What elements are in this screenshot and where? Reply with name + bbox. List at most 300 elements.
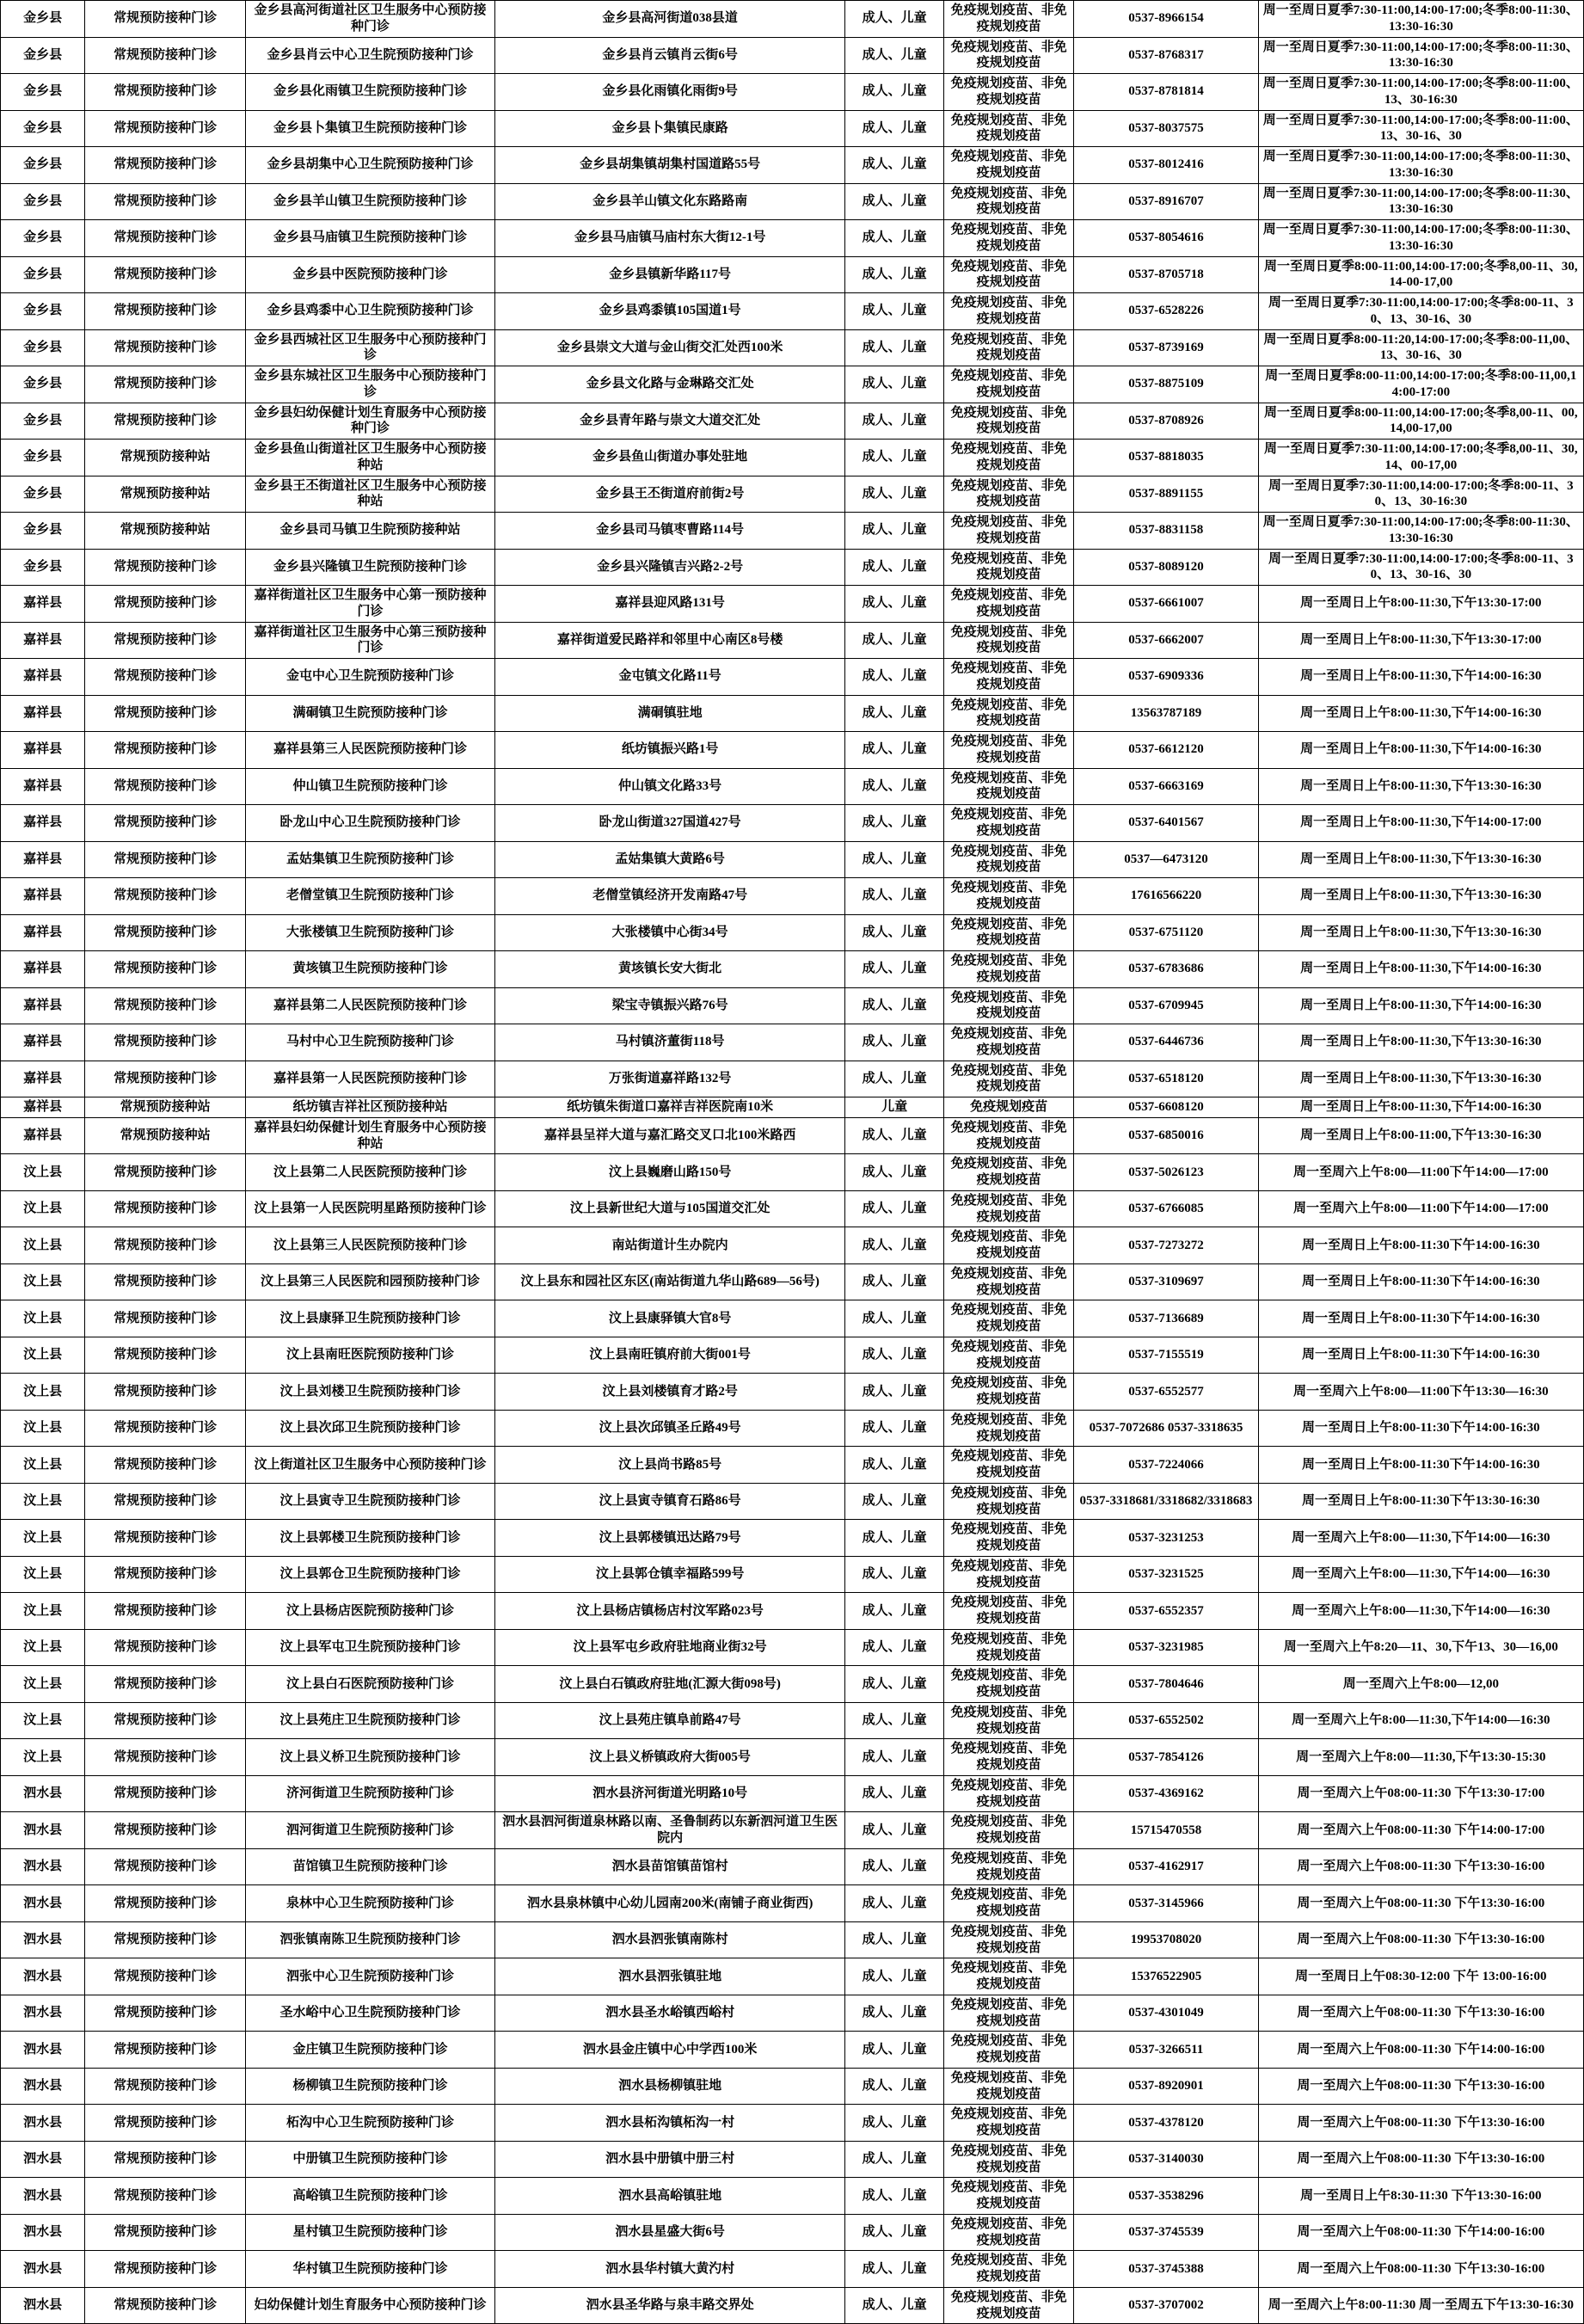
table-row xyxy=(1,1154,1584,1191)
cell-county: 汶上县 xyxy=(1,1702,85,1739)
table-row xyxy=(1,1097,1584,1118)
cell-vaccine-type: 免疫规划疫苗、非免疫规划疫苗 xyxy=(943,1483,1073,1520)
cell-clinic-type: 常规预防接种门诊 xyxy=(85,1154,246,1191)
cell-service-population: 成人、儿童 xyxy=(845,513,944,550)
cell-clinic-type: 常规预防接种门诊 xyxy=(85,1593,246,1630)
cell-phone: 0537-6612120 xyxy=(1074,732,1258,769)
cell-service-population: 成人、儿童 xyxy=(845,878,944,915)
table-row xyxy=(1,2178,1584,2215)
cell-vaccine-type: 免疫规划疫苗、非免疫规划疫苗 xyxy=(943,1556,1073,1593)
cell-service-hours: 周一至周日上午8:00-11:30,下午14:00-16:30 xyxy=(1258,1097,1583,1118)
cell-clinic-name: 汶上县义桥卫生院预防接种门诊 xyxy=(245,1739,494,1776)
table-body xyxy=(1,1,1584,2324)
cell-address: 满硐镇驻地 xyxy=(494,695,844,732)
cell-clinic-name: 汶上县郭仓卫生院预防接种门诊 xyxy=(245,1556,494,1593)
cell-service-population: 成人、儿童 xyxy=(845,2178,944,2215)
cell-county: 金乡县 xyxy=(1,37,85,74)
cell-service-population: 成人、儿童 xyxy=(845,1024,944,1061)
cell-service-hours: 周一至周日上午8:00-11:30,下午13:30-17:00 xyxy=(1258,622,1583,659)
cell-service-hours: 周一至周日夏季8:00-11:00,14:00-17:00;冬季8:00-11,00,14:00-17:00 xyxy=(1258,366,1583,403)
cell-service-hours: 周一至周日上午8:00-11:30下午14:00-16:30 xyxy=(1258,1263,1583,1300)
cell-service-population: 成人、儿童 xyxy=(845,987,944,1024)
cell-phone: 0537-6709945 xyxy=(1074,987,1258,1024)
cell-county: 嘉祥县 xyxy=(1,1061,85,1097)
table-row xyxy=(1,1629,1584,1666)
cell-service-hours: 周一至周日上午8:00-11:30,下午14:00-16:30 xyxy=(1258,695,1583,732)
cell-county: 金乡县 xyxy=(1,476,85,513)
cell-address: 汶上县尚书路85号 xyxy=(494,1447,844,1484)
cell-county: 嘉祥县 xyxy=(1,659,85,696)
cell-clinic-type: 常规预防接种站 xyxy=(85,440,246,476)
table-row xyxy=(1,1024,1584,1061)
cell-address: 泗水县济河街道光明路10号 xyxy=(494,1775,844,1812)
table-row xyxy=(1,513,1584,550)
cell-clinic-name: 汶上县苑庄卫生院预防接种门诊 xyxy=(245,1702,494,1739)
cell-clinic-type: 常规预防接种门诊 xyxy=(85,1447,246,1484)
cell-clinic-type: 常规预防接种门诊 xyxy=(85,37,246,74)
cell-service-hours: 周一至周日上午8:00-11:30,下午14:00-16:30 xyxy=(1258,659,1583,696)
cell-service-population: 成人、儿童 xyxy=(845,1061,944,1097)
cell-vaccine-type: 免疫规划疫苗、非免疫规划疫苗 xyxy=(943,695,1073,732)
cell-service-population: 成人、儿童 xyxy=(845,1556,944,1593)
cell-clinic-type: 常规预防接种门诊 xyxy=(85,1374,246,1411)
cell-phone: 0537-4378120 xyxy=(1074,2105,1258,2142)
cell-clinic-type: 常规预防接种门诊 xyxy=(85,329,246,366)
cell-county: 金乡县 xyxy=(1,513,85,550)
cell-county: 金乡县 xyxy=(1,403,85,440)
cell-phone: 0537-6663169 xyxy=(1074,768,1258,805)
cell-service-population: 成人、儿童 xyxy=(845,1593,944,1630)
cell-service-population: 成人、儿童 xyxy=(845,1410,944,1447)
cell-clinic-type: 常规预防接种门诊 xyxy=(85,293,246,330)
cell-vaccine-type: 免疫规划疫苗、非免疫规划疫苗 xyxy=(943,220,1073,257)
cell-phone: 0537-4301049 xyxy=(1074,1995,1258,2032)
table-row xyxy=(1,476,1584,513)
cell-phone: 0537-8818035 xyxy=(1074,440,1258,476)
cell-address: 汶上县寅寺镇育石路86号 xyxy=(494,1483,844,1520)
cell-address: 嘉祥县呈祥大道与嘉汇路交叉口北100米路西 xyxy=(494,1117,844,1154)
cell-address: 泗水县柘沟镇柘沟一村 xyxy=(494,2105,844,2142)
cell-address: 泗水县泗张镇驻地 xyxy=(494,1958,844,1995)
cell-address: 金乡县肖云镇肖云街6号 xyxy=(494,37,844,74)
cell-clinic-name: 金乡县鸡黍中心卫生院预防接种门诊 xyxy=(245,293,494,330)
cell-clinic-type: 常规预防接种门诊 xyxy=(85,805,246,842)
table-row xyxy=(1,2214,1584,2251)
cell-clinic-name: 柘沟中心卫生院预防接种门诊 xyxy=(245,2105,494,2142)
cell-clinic-name: 嘉祥街道社区卫生服务中心第三预防接种门诊 xyxy=(245,622,494,659)
cell-clinic-type: 常规预防接种门诊 xyxy=(85,2032,246,2069)
cell-service-hours: 周一至周六上午08:00-11:30 下午13:30-16:00 xyxy=(1258,1848,1583,1885)
cell-clinic-name: 金乡县肖云中心卫生院预防接种门诊 xyxy=(245,37,494,74)
cell-county: 嘉祥县 xyxy=(1,878,85,915)
cell-county: 金乡县 xyxy=(1,220,85,257)
cell-county: 嘉祥县 xyxy=(1,695,85,732)
cell-vaccine-type: 免疫规划疫苗、非免疫规划疫苗 xyxy=(943,1190,1073,1227)
table-row xyxy=(1,1702,1584,1739)
cell-service-hours: 周一至周日上午8:00-11:30下午14:00-16:30 xyxy=(1258,1227,1583,1264)
cell-clinic-type: 常规预防接种站 xyxy=(85,513,246,550)
cell-service-population: 成人、儿童 xyxy=(845,695,944,732)
cell-phone: 0537-8739169 xyxy=(1074,329,1258,366)
cell-county: 汶上县 xyxy=(1,1227,85,1264)
cell-clinic-type: 常规预防接种门诊 xyxy=(85,147,246,184)
cell-county: 嘉祥县 xyxy=(1,768,85,805)
cell-service-population: 成人、儿童 xyxy=(845,951,944,988)
cell-clinic-name: 汶上县杨店医院预防接种门诊 xyxy=(245,1593,494,1630)
cell-vaccine-type: 免疫规划疫苗、非免疫规划疫苗 xyxy=(943,329,1073,366)
cell-clinic-name: 老僧堂镇卫生院预防接种门诊 xyxy=(245,878,494,915)
cell-clinic-type: 常规预防接种门诊 xyxy=(85,1227,246,1264)
table-row xyxy=(1,2251,1584,2288)
table-row xyxy=(1,1300,1584,1337)
cell-service-population: 成人、儿童 xyxy=(845,74,944,111)
cell-county: 金乡县 xyxy=(1,110,85,147)
cell-service-hours: 周一至周日上午8:00-11:30,下午13:30-16:30 xyxy=(1258,841,1583,878)
cell-service-population: 成人、儿童 xyxy=(845,366,944,403)
cell-phone: 0537-8831158 xyxy=(1074,513,1258,550)
cell-address: 泗水县苗馆镇苗馆村 xyxy=(494,1848,844,1885)
cell-phone: 15715470558 xyxy=(1074,1812,1258,1849)
cell-phone: 19953708020 xyxy=(1074,1921,1258,1958)
table-row xyxy=(1,329,1584,366)
cell-address: 马村镇济董街118号 xyxy=(494,1024,844,1061)
cell-address: 金乡县马庙镇马庙村东大街12-1号 xyxy=(494,220,844,257)
cell-phone: 0537-6401567 xyxy=(1074,805,1258,842)
cell-service-hours: 周一至周六上午08:00-11:30 下午14:00-17:00 xyxy=(1258,1812,1583,1849)
cell-service-hours: 周一至周日夏季8:00-11:20,14:00-17:00;冬季8:00-11,00、13、30-16、30 xyxy=(1258,329,1583,366)
cell-address: 泗水县华村镇大黄汋村 xyxy=(494,2251,844,2288)
cell-address: 孟姑集镇大黄路6号 xyxy=(494,841,844,878)
cell-county: 汶上县 xyxy=(1,1190,85,1227)
cell-phone: 0537-3109697 xyxy=(1074,1263,1258,1300)
cell-service-hours: 周一至周日夏季7:30-11:00,14:00-17:00;冬季8:00-11、30、13、30-16:30 xyxy=(1258,476,1583,513)
cell-clinic-type: 常规预防接种门诊 xyxy=(85,1958,246,1995)
cell-vaccine-type: 免疫规划疫苗、非免疫规划疫苗 xyxy=(943,1154,1073,1191)
table-row xyxy=(1,1995,1584,2032)
cell-clinic-name: 金乡县兴隆镇卫生院预防接种门诊 xyxy=(245,549,494,586)
cell-service-population: 成人、儿童 xyxy=(845,1848,944,1885)
table-row xyxy=(1,2141,1584,2178)
table-row xyxy=(1,1,1584,38)
cell-clinic-type: 常规预防接种门诊 xyxy=(85,1337,246,1374)
cell-county: 泗水县 xyxy=(1,2251,85,2288)
cell-service-population: 成人、儿童 xyxy=(845,659,944,696)
cell-clinic-name: 金乡县化雨镇卫生院预防接种门诊 xyxy=(245,74,494,111)
cell-county: 汶上县 xyxy=(1,1483,85,1520)
cell-phone: 0537-8708926 xyxy=(1074,403,1258,440)
cell-vaccine-type: 免疫规划疫苗、非免疫规划疫苗 xyxy=(943,1117,1073,1154)
cell-service-population: 成人、儿童 xyxy=(845,1775,944,1812)
cell-county: 嘉祥县 xyxy=(1,914,85,951)
cell-vaccine-type: 免疫规划疫苗、非免疫规划疫苗 xyxy=(943,987,1073,1024)
cell-vaccine-type: 免疫规划疫苗、非免疫规划疫苗 xyxy=(943,37,1073,74)
table-row xyxy=(1,841,1584,878)
table-row xyxy=(1,1812,1584,1849)
cell-phone: 0537-7155519 xyxy=(1074,1337,1258,1374)
cell-service-population: 成人、儿童 xyxy=(845,1154,944,1191)
cell-clinic-name: 泗张镇南陈卫生院预防接种门诊 xyxy=(245,1921,494,1958)
table-row xyxy=(1,403,1584,440)
cell-county: 嘉祥县 xyxy=(1,622,85,659)
cell-service-population: 成人、儿童 xyxy=(845,586,944,623)
cell-clinic-type: 常规预防接种门诊 xyxy=(85,1739,246,1776)
cell-service-hours: 周一至周六上午08:00-11:30 下午13:30-16:00 xyxy=(1258,1921,1583,1958)
cell-address: 金乡县镇新华路117号 xyxy=(494,256,844,293)
cell-county: 嘉祥县 xyxy=(1,841,85,878)
cell-service-hours: 周一至周日上午8:00-11:30,下午14:00-16:30 xyxy=(1258,987,1583,1024)
cell-service-hours: 周一至周日上午8:00-11:30,下午14:00-16:30 xyxy=(1258,951,1583,988)
cell-address: 嘉祥县迎风路131号 xyxy=(494,586,844,623)
cell-address: 汶上县次邱镇圣丘路49号 xyxy=(494,1410,844,1447)
cell-address: 汶上县苑庄镇阜前路47号 xyxy=(494,1702,844,1739)
cell-service-hours: 周一至周六上午08:00-11:30 下午13:30-16:00 xyxy=(1258,1995,1583,2032)
cell-county: 泗水县 xyxy=(1,1958,85,1995)
cell-vaccine-type: 免疫规划疫苗、非免疫规划疫苗 xyxy=(943,293,1073,330)
cell-clinic-name: 妇幼保健计划生育服务中心预防接种门诊 xyxy=(245,2287,494,2324)
cell-vaccine-type: 免疫规划疫苗、非免疫规划疫苗 xyxy=(943,1812,1073,1849)
cell-service-hours: 周一至周六上午8:20—11、30,下午13、30—16,00 xyxy=(1258,1629,1583,1666)
cell-clinic-type: 常规预防接种门诊 xyxy=(85,2214,246,2251)
cell-service-hours: 周一至周日上午08:30-12:00 下午 13:00-16:00 xyxy=(1258,1958,1583,1995)
cell-service-hours: 周一至周日夏季7:30-11:00,14:00-17:00;冬季8:00-11、30、13、30-16、30 xyxy=(1258,549,1583,586)
cell-service-hours: 周一至周日夏季8:00-11:00,14:00-17:00;冬季8,00-11、00,14,00-17,00 xyxy=(1258,403,1583,440)
cell-county: 汶上县 xyxy=(1,1300,85,1337)
cell-clinic-type: 常规预防接种门诊 xyxy=(85,1702,246,1739)
cell-service-population: 成人、儿童 xyxy=(845,2141,944,2178)
cell-clinic-type: 常规预防接种门诊 xyxy=(85,2141,246,2178)
cell-clinic-name: 汶上县南旺医院预防接种门诊 xyxy=(245,1337,494,1374)
cell-phone: 0537-8054616 xyxy=(1074,220,1258,257)
cell-clinic-name: 满硐镇卫生院预防接种门诊 xyxy=(245,695,494,732)
cell-vaccine-type: 免疫规划疫苗、非免疫规划疫苗 xyxy=(943,914,1073,951)
cell-phone: 0537-3231985 xyxy=(1074,1629,1258,1666)
cell-vaccine-type: 免疫规划疫苗、非免疫规划疫苗 xyxy=(943,2214,1073,2251)
cell-service-population: 成人、儿童 xyxy=(845,549,944,586)
cell-address: 金乡县文化路与金琳路交汇处 xyxy=(494,366,844,403)
cell-clinic-name: 泗河街道卫生院预防接种门诊 xyxy=(245,1812,494,1849)
cell-service-population: 成人、儿童 xyxy=(845,293,944,330)
cell-vaccine-type: 免疫规划疫苗、非免疫规划疫苗 xyxy=(943,841,1073,878)
table-row xyxy=(1,987,1584,1024)
cell-phone: 0537-8891155 xyxy=(1074,476,1258,513)
cell-phone: 0537-7136689 xyxy=(1074,1300,1258,1337)
cell-clinic-type: 常规预防接种门诊 xyxy=(85,987,246,1024)
table-row xyxy=(1,586,1584,623)
cell-address: 金乡县化雨镇化雨街9号 xyxy=(494,74,844,111)
cell-service-hours: 周一至周日上午8:30-11:30 下午13:30-16:00 xyxy=(1258,2178,1583,2215)
cell-phone: 0537-6552357 xyxy=(1074,1593,1258,1630)
cell-phone: 0537-4369162 xyxy=(1074,1775,1258,1812)
cell-service-population: 成人、儿童 xyxy=(845,1,944,38)
cell-phone: 0537-8920901 xyxy=(1074,2068,1258,2105)
cell-clinic-name: 金乡县王丕街道社区卫生服务中心预防接种站 xyxy=(245,476,494,513)
table-row xyxy=(1,1447,1584,1484)
cell-clinic-type: 常规预防接种门诊 xyxy=(85,2287,246,2324)
cell-clinic-name: 金庄镇卫生院预防接种门诊 xyxy=(245,2032,494,2069)
cell-clinic-type: 常规预防接种门诊 xyxy=(85,1921,246,1958)
cell-address: 金乡县王丕街道府前街2号 xyxy=(494,476,844,513)
cell-phone: 0537-7273272 xyxy=(1074,1227,1258,1264)
cell-county: 金乡县 xyxy=(1,329,85,366)
table-row xyxy=(1,1337,1584,1374)
cell-clinic-name: 济河街道卫生院预防接种门诊 xyxy=(245,1775,494,1812)
cell-clinic-type: 常规预防接种门诊 xyxy=(85,659,246,696)
table-row xyxy=(1,914,1584,951)
cell-address: 金乡县鱼山街道办事处驻地 xyxy=(494,440,844,476)
cell-county: 泗水县 xyxy=(1,1995,85,2032)
cell-clinic-name: 汶上县次邱卫生院预防接种门诊 xyxy=(245,1410,494,1447)
cell-vaccine-type: 免疫规划疫苗、非免疫规划疫苗 xyxy=(943,183,1073,220)
cell-clinic-type: 常规预防接种门诊 xyxy=(85,1024,246,1061)
table-row xyxy=(1,768,1584,805)
cell-phone: 0537-8916707 xyxy=(1074,183,1258,220)
cell-vaccine-type: 免疫规划疫苗、非免疫规划疫苗 xyxy=(943,1629,1073,1666)
cell-address: 汶上县郭楼镇迅达路79号 xyxy=(494,1520,844,1557)
cell-vaccine-type: 免疫规划疫苗、非免疫规划疫苗 xyxy=(943,2251,1073,2288)
cell-service-population: 成人、儿童 xyxy=(845,1520,944,1557)
cell-service-hours: 周一至周日夏季7:30-11:00,14:00-17:00;冬季8:00-11:30、13:30-16:30 xyxy=(1258,147,1583,184)
table-row xyxy=(1,1374,1584,1411)
cell-county: 泗水县 xyxy=(1,2178,85,2215)
cell-address: 金乡县崇文大道与金山街交汇处西100米 xyxy=(494,329,844,366)
cell-service-population: 成人、儿童 xyxy=(845,622,944,659)
cell-address: 汶上县巍磨山路150号 xyxy=(494,1154,844,1191)
cell-county: 金乡县 xyxy=(1,147,85,184)
cell-address: 汶上县东和园社区东区(南站街道九华山路689—56号) xyxy=(494,1263,844,1300)
cell-clinic-name: 金乡县卜集镇卫生院预防接种门诊 xyxy=(245,110,494,147)
cell-address: 金乡县兴隆镇吉兴路2-2号 xyxy=(494,549,844,586)
cell-service-population: 成人、儿童 xyxy=(845,1702,944,1739)
cell-address: 金屯镇文化路11号 xyxy=(494,659,844,696)
cell-service-hours: 周一至周六上午08:00-11:30 下午13:30-16:00 xyxy=(1258,2068,1583,2105)
cell-clinic-type: 常规预防接种门诊 xyxy=(85,1300,246,1337)
cell-clinic-type: 常规预防接种门诊 xyxy=(85,622,246,659)
cell-service-hours: 周一至周日上午8:00-11:30下午14:00-16:30 xyxy=(1258,1300,1583,1337)
cell-clinic-type: 常规预防接种门诊 xyxy=(85,695,246,732)
cell-clinic-type: 常规预防接种门诊 xyxy=(85,1995,246,2032)
cell-clinic-type: 常规预防接种门诊 xyxy=(85,1885,246,1922)
cell-county: 金乡县 xyxy=(1,366,85,403)
cell-vaccine-type: 免疫规划疫苗、非免疫规划疫苗 xyxy=(943,1,1073,38)
cell-clinic-type: 常规预防接种门诊 xyxy=(85,951,246,988)
cell-vaccine-type: 免疫规划疫苗、非免疫规划疫苗 xyxy=(943,1263,1073,1300)
cell-service-hours: 周一至周六上午08:00-11:30 下午13:30-16:00 xyxy=(1258,2251,1583,2288)
table-row xyxy=(1,2105,1584,2142)
table-row xyxy=(1,659,1584,696)
cell-county: 金乡县 xyxy=(1,256,85,293)
cell-clinic-name: 杨柳镇卫生院预防接种门诊 xyxy=(245,2068,494,2105)
cell-clinic-name: 金乡县东城社区卫生服务中心预防接种门诊 xyxy=(245,366,494,403)
cell-vaccine-type: 免疫规划疫苗、非免疫规划疫苗 xyxy=(943,440,1073,476)
cell-vaccine-type: 免疫规划疫苗、非免疫规划疫苗 xyxy=(943,2105,1073,2142)
table-row xyxy=(1,1117,1584,1154)
cell-clinic-type: 常规预防接种门诊 xyxy=(85,256,246,293)
cell-vaccine-type: 免疫规划疫苗、非免疫规划疫苗 xyxy=(943,878,1073,915)
cell-county: 金乡县 xyxy=(1,74,85,111)
table-row xyxy=(1,74,1584,111)
table-row xyxy=(1,147,1584,184)
cell-vaccine-type: 免疫规划疫苗、非免疫规划疫苗 xyxy=(943,1227,1073,1264)
cell-county: 金乡县 xyxy=(1,293,85,330)
cell-address: 仲山镇文化路33号 xyxy=(494,768,844,805)
cell-address: 汶上县南旺镇府前大街001号 xyxy=(494,1337,844,1374)
cell-address: 金乡县羊山镇文化东路路南 xyxy=(494,183,844,220)
cell-service-population: 成人、儿童 xyxy=(845,1958,944,1995)
table-row xyxy=(1,1848,1584,1885)
cell-service-hours: 周一至周日上午8:00-11:30下午14:00-16:30 xyxy=(1258,1337,1583,1374)
table-row xyxy=(1,220,1584,257)
cell-clinic-name: 泗张中心卫生院预防接种门诊 xyxy=(245,1958,494,1995)
cell-vaccine-type: 免疫规划疫苗、非免疫规划疫苗 xyxy=(943,2068,1073,2105)
cell-clinic-type: 常规预防接种门诊 xyxy=(85,1263,246,1300)
cell-service-hours: 周一至周日夏季7:30-11:00,14:00-17:00;冬季8:00-11:00、13、30-16:30 xyxy=(1258,74,1583,111)
cell-clinic-name: 嘉祥县第一人民医院预防接种门诊 xyxy=(245,1061,494,1097)
cell-phone: 0537-8768317 xyxy=(1074,37,1258,74)
cell-clinic-type: 常规预防接种门诊 xyxy=(85,403,246,440)
cell-phone: 0537-8875109 xyxy=(1074,366,1258,403)
cell-service-hours: 周一至周六上午8:00—11:00下午14:00—17:00 xyxy=(1258,1190,1583,1227)
cell-vaccine-type: 免疫规划疫苗、非免疫规划疫苗 xyxy=(943,1995,1073,2032)
table-row xyxy=(1,1739,1584,1776)
cell-service-population: 成人、儿童 xyxy=(845,1227,944,1264)
cell-vaccine-type: 免疫规划疫苗、非免疫规划疫苗 xyxy=(943,1410,1073,1447)
cell-address: 汶上县郭仓镇幸福路599号 xyxy=(494,1556,844,1593)
cell-service-population: 成人、儿童 xyxy=(845,1374,944,1411)
cell-phone: 0537-7072686 0537-3318635 xyxy=(1074,1410,1258,1447)
cell-vaccine-type: 免疫规划疫苗 xyxy=(943,1097,1073,1118)
cell-county: 泗水县 xyxy=(1,1812,85,1849)
cell-service-population: 成人、儿童 xyxy=(845,1921,944,1958)
cell-clinic-type: 常规预防接种门诊 xyxy=(85,1520,246,1557)
cell-phone: 0537-6662007 xyxy=(1074,622,1258,659)
cell-service-hours: 周一至周日夏季7:30-11:00,14:00-17:00;冬季8:00-11:30、13:30-16:30 xyxy=(1258,513,1583,550)
cell-service-population: 成人、儿童 xyxy=(845,1300,944,1337)
cell-phone: 0537-6661007 xyxy=(1074,586,1258,623)
cell-county: 泗水县 xyxy=(1,2287,85,2324)
cell-clinic-type: 常规预防接种门诊 xyxy=(85,2068,246,2105)
table-row xyxy=(1,1885,1584,1922)
cell-service-hours: 周一至周日上午8:00-11:30,下午14:00-17:00 xyxy=(1258,805,1583,842)
cell-phone: 0537-3538296 xyxy=(1074,2178,1258,2215)
cell-service-population: 成人、儿童 xyxy=(845,476,944,513)
cell-service-hours: 周一至周六上午8:00—11:30,下午14:00—16:30 xyxy=(1258,1702,1583,1739)
cell-county: 嘉祥县 xyxy=(1,732,85,769)
cell-vaccine-type: 免疫规划疫苗、非免疫规划疫苗 xyxy=(943,74,1073,111)
cell-service-population: 成人、儿童 xyxy=(845,1885,944,1922)
cell-clinic-type: 常规预防接种门诊 xyxy=(85,1775,246,1812)
cell-address: 泗水县泉林镇中心幼儿园南200米(南铺子商业街西) xyxy=(494,1885,844,1922)
cell-vaccine-type: 免疫规划疫苗、非免疫规划疫苗 xyxy=(943,622,1073,659)
cell-county: 嘉祥县 xyxy=(1,951,85,988)
cell-phone: 0537-3318681/3318682/3318683 xyxy=(1074,1483,1258,1520)
cell-vaccine-type: 免疫规划疫苗、非免疫规划疫苗 xyxy=(943,2178,1073,2215)
cell-clinic-type: 常规预防接种门诊 xyxy=(85,2251,246,2288)
table-row xyxy=(1,878,1584,915)
cell-vaccine-type: 免疫规划疫苗、非免疫规划疫苗 xyxy=(943,1520,1073,1557)
cell-service-hours: 周一至周六上午8:00—11:30,下午14:00—16:30 xyxy=(1258,1556,1583,1593)
cell-clinic-type: 常规预防接种门诊 xyxy=(85,1629,246,1666)
table-row xyxy=(1,110,1584,147)
cell-clinic-type: 常规预防接种门诊 xyxy=(85,2178,246,2215)
cell-clinic-name: 圣水峪中心卫生院预防接种门诊 xyxy=(245,1995,494,2032)
cell-address: 黄垓镇长安大街北 xyxy=(494,951,844,988)
cell-service-hours: 周一至周六上午8:00-11:30 周一至周五下午13:30-16:30 xyxy=(1258,2287,1583,2324)
cell-service-population: 成人、儿童 xyxy=(845,841,944,878)
cell-vaccine-type: 免疫规划疫苗、非免疫规划疫苗 xyxy=(943,1775,1073,1812)
cell-clinic-type: 常规预防接种门诊 xyxy=(85,732,246,769)
cell-county: 泗水县 xyxy=(1,2105,85,2142)
table-row xyxy=(1,1410,1584,1447)
